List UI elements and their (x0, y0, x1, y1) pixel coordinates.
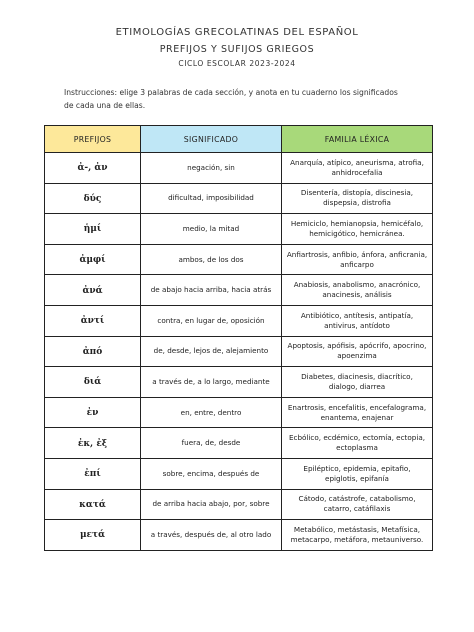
table-row (45, 305, 433, 336)
column-header-meaning: SIGNIFICADO (141, 126, 282, 153)
meaning-cell: a través, después de, al otro lado (141, 520, 282, 551)
meaning-cell: a través de, a lo largo, mediante (141, 367, 282, 398)
meaning-cell: contra, en lugar de, oposición (141, 305, 282, 336)
table-header-row (45, 126, 433, 153)
school-cycle: CICLO ESCOLAR 2023-2024 (178, 59, 296, 68)
family-cell: Ecbólico, ecdémico, ectomía, ectopia, ectoplasma (282, 428, 433, 459)
family-cell: Apoptosis, apófisis, apócrifo, apocrino, apoenzima (282, 336, 433, 367)
prefix-cell: μετά (45, 520, 141, 551)
prefix-cell: ἐκ, ἐξ (45, 428, 141, 459)
prefix-table (44, 125, 433, 551)
table-row (45, 153, 433, 184)
family-cell: Anarquía, atípico, aneurisma, atrofia, anhidrocefalia (282, 153, 433, 184)
column-header-family: FAMILIA LÉXICA (282, 126, 433, 153)
family-cell: Metabólico, metástasis, Metafísica, metacarpo, metáfora, metauniverso. (282, 520, 433, 551)
meaning-cell: ambos, de los dos (141, 244, 282, 275)
prefix-cell: διά (45, 367, 141, 398)
page-title: ETIMOLOGÍAS GRECOLATINAS DEL ESPAÑOL (115, 27, 359, 38)
prefix-cell: δύς (45, 183, 141, 214)
meaning-cell: sobre, encima, después de (141, 458, 282, 489)
prefix-cell: ἡμί (45, 214, 141, 245)
family-cell: Anfiartrosis, anfibio, ánfora, anficrania, anficarpo (282, 244, 433, 275)
table-row (45, 428, 433, 459)
table-row (45, 397, 433, 428)
prefix-cell: ἀμφί (45, 244, 141, 275)
family-cell: Anabiosis, anabolismo, anacrónico, anacinesis, análisis (282, 275, 433, 306)
table-row (45, 183, 433, 214)
table-row (45, 214, 433, 245)
table-row (45, 458, 433, 489)
table-body (45, 153, 433, 551)
meaning-cell: de, desde, lejos de, alejamiento (141, 336, 282, 367)
prefix-cell: ἀνά (45, 275, 141, 306)
table-row (45, 244, 433, 275)
table-row (45, 275, 433, 306)
prefix-cell: ἀντί (45, 305, 141, 336)
meaning-cell: medio, la mitad (141, 214, 282, 245)
family-cell: Antibiótico, antítesis, antipatía, antivirus, antídoto (282, 305, 433, 336)
family-cell: Enartrosis, encefalitis, encefalograma, enantema, enajenar (282, 397, 433, 428)
prefix-cell: ἐν (45, 397, 141, 428)
prefix-cell: κατά (45, 489, 141, 520)
family-cell: Disentería, distopía, discinesia, dispepsia, distrofia (282, 183, 433, 214)
meaning-cell: de abajo hacia arriba, hacia atrás (141, 275, 282, 306)
table-row (45, 367, 433, 398)
meaning-cell: en, entre, dentro (141, 397, 282, 428)
instructions-text: Instrucciones: elige 3 palabras de cada sección, y anota en tu cuaderno los significados de cada una de ellas. (64, 88, 398, 110)
prefix-cell: ἐπί (45, 458, 141, 489)
meaning-cell: negación, sin (141, 153, 282, 184)
table-row (45, 520, 433, 551)
family-cell: Epiléptico, epidemia, epitafio, epiglotis, epifanía (282, 458, 433, 489)
meaning-cell: de arriba hacia abajo, por, sobre (141, 489, 282, 520)
prefix-cell: ἀ-, ἀν (45, 153, 141, 184)
family-cell: Hemiciclo, hemianopsia, hemicéfalo, hemicigótico, hemicránea. (282, 214, 433, 245)
prefix-cell: ἀπό (45, 336, 141, 367)
meaning-cell: dificultad, imposibilidad (141, 183, 282, 214)
meaning-cell: fuera, de, desde (141, 428, 282, 459)
family-cell: Diabetes, diacinesis, diacrítico, dialogo, diarrea (282, 367, 433, 398)
table-row (45, 489, 433, 520)
table-row (45, 336, 433, 367)
column-header-prefix: PREFIJOS (45, 126, 141, 153)
family-cell: Cátodo, catástrofe, catabolismo, catarro, catáfilaxis (282, 489, 433, 520)
page-subtitle: PREFIJOS Y SUFIJOS GRIEGOS (159, 44, 315, 55)
